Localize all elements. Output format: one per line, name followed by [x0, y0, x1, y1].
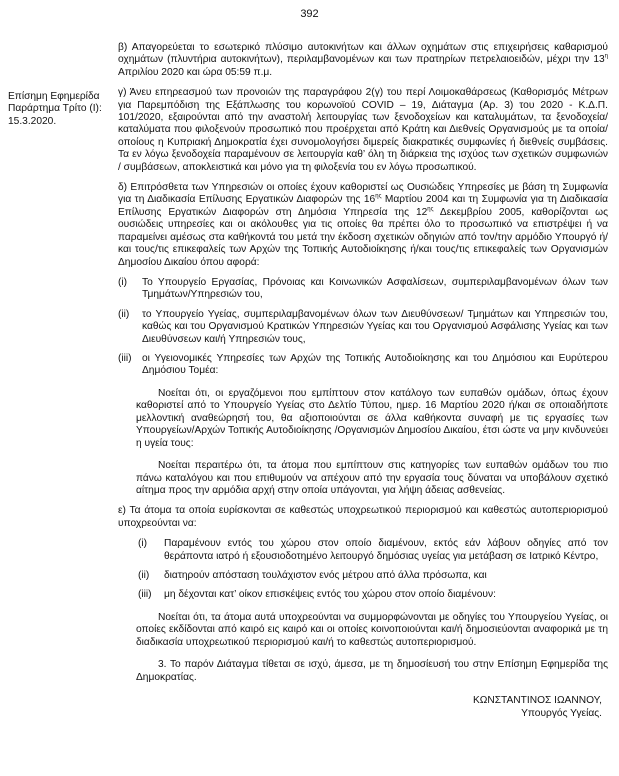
signatory-title: Υπουργός Υγείας. [521, 708, 602, 720]
proviso-note: Νοείται ότι, οι εργαζόμενοι που εμπίπτουν στον κατάλογο των ευπαθών ομάδων, όπως έχουν καθοριστεί από το Υπουργείο Υγείας στο Δελτίο Τύπου, ημερ. 16 Μαρτίου 2020 ή/και σε οποιαδήποτε μελλοντική αναθεώρησή του, θα αξιοποιούνται σε άλλα καθήκοντα συναφή με τις εργασίες των Υπουργείων/Αρχών Τοπικής Αυτοδιοίκησης /Οργανισμών Δημοσίου Δικαίου, έτσι ώστε να μην κινδυνεύει η υγεία τους: [136, 387, 608, 449]
proviso-note: Νοείται περαιτέρω ότι, τα άτομα που εμπίπτουν στις κατηγορίες των ευπαθών ομάδων του πιο πάνω καταλόγου και που επιθυμούν να απέχουν από την εργασία τους δύναται να υποβάλουν σχετικό αίτημα προς την αρμόδια αρχή στην οποία υπάγονται, για λήψη άδειας ασθενείας. [136, 460, 608, 496]
main-text [118, 42, 608, 720]
signature-block [118, 694, 602, 720]
paragraph-d: δ) Επιτρόσθετα των Υπηρεσιών οι οποίες έχουν καθοριστεί ως Ουσιώδεις Υπηρεσίες με βάση τη Συμφωνία για τη Διαδικασία Επίλυσης Εργατικών Διαφορών της $16^{\eta\varsigma}$ Μαρτίου 2004 και τη Συμφωνία για τη Διαδικασία Επίλυσης Εργατικών Διαφορών στη Δημόσια Υπηρεσία της $12^{\eta\varsigma}$ Δεκεμβρίου 2005, καθορίζονται ως ουσιώδεις υπηρεσίες και οι ακόλουθες για τις οποίες θα πρέπει όλο το προσωπικό να επιστρέψει ή να παραμείνει αμέσως στα καθήκοντά του μετά την έκδοση σχετικών οδηγιών από τον/την αρμόδιο Υπουργό ή/και τους/τις επικεφαλείς των Αρχών της Τοπικής Αυτοδιοίκησης ή/και τους/τις επικεφαλείς των Οργανισμών Δημοσίου Δικαίου όπου αφορά: [118, 182, 608, 268]
paragraph-3: 3. Το παρόν Διάταγμα τίθεται σε ισχύ, άμεσα, με τη δημοσίευσή του στην Επίσημη Εφημερίδα της Δημοκρατίας. [136, 659, 608, 683]
paragraph-c: γ) Άνευ επηρεασμού των προνοιών της παραγράφου 2(γ) του περί Λοιμοκαθάρσεως (Καθορισμός Μέτρων για Παρεμπόδιση της Εξάπλωσης του κορωνοϊού COVID – 19, Διάταγμα (Αρ. 3) του 2020 - Κ.Δ.Π. 101/2020, εξαιρούνται από την αναστολή λειτουργίας των ξενοδοχείων και καταλυμάτων, τα ξενοδοχεία/καταλύματα που φιλοξενούν προσωπικό που προέρχεται από Κράτη και Διεθνείς Οργανισμούς με τα οποία/οποίους η Κυπριακή Δημοκρατία έχει συνομολογήσει διμερείς διακρατικές συμφωνίες ή διεθνείς συμβάσεις. Τα εν λόγω ξενοδοχεία παραμένουν σε λειτουργία καθ’ όλη τη διάρκεια της ισχύος των σχετικών συμφωνιών / συμβάσεων, αποκλειστικά και μόνο για τη φιλοξενία του εν λόγω προσωπικού. [118, 87, 608, 173]
paragraph-b: β) Απαγορεύεται το εσωτερικό πλύσιμο αυτοκινήτων και άλλων οχημάτων στις επιχειρήσεις καθαρισμού οχημάτων (πλυντήρια αυτοκινήτων), περιλαμβανομένων και των πρατηρίων πετρελαιοειδών, μέχρι την $13^\eta$ Απριλίου 2020 και ώρα 05:59 π.μ. [118, 42, 608, 78]
paragraph-e: ε) Τα άτομα τα οποία ευρίσκονται σε καθεστώς υποχρεωτικού περιορισμού και καθεστώς αυτοπεριορισμού υποχρεούνται να: [118, 505, 608, 529]
page-number: 392 [300, 8, 319, 20]
list-item: (ii) διατηρούν απόσταση τουλάχιστον ενός μέτρου από άλλα πρόσωπα, και [138, 570, 487, 581]
proviso-note: Νοείται ότι, τα άτομα αυτά υποχρεούνται να συμμορφώνονται με οδηγίες του Υπουργείου Υγείας, οι οποίες εκδίδονται από καιρό εις καιρό και οι οποίες κοινοποιούνται και/ή δημοσιεύονται αναφορικά με τη διαδικασία υποχρεωτικού περιορισμού και/ή το καθεστώς αυτοπεριορισμού. [136, 612, 608, 648]
list-item: (ii) το Υπουργείο Υγείας, συμπεριλαμβανομένων όλων των Διευθύνσεων/ Τμημάτων και Υπηρεσιών του, καθώς και του Οργανισμού Κρατικών Υπηρεσιών Υγείας και του Οργανισμού Ασφάλισης Υγείας και των Διευθύνσεων και/ή Υπηρεσιών τους, [118, 308, 608, 345]
list-item: (i) Το Υπουργείο Εργασίας, Πρόνοιας και Κοινωνικών Ασφαλίσεων, συμπεριλαμβανομένων όλων των Τμημάτων/Υπηρεσιών του, [118, 276, 608, 301]
signatory-name: ΚΩΝΣΤΑΝΤΙΝΟΣ ΙΩΑΝΝΟΥ, [472, 695, 602, 707]
list-item: (iii) οι Υγειονομικές Υπηρεσίες των Αρχών της Τοπικής Αυτοδιοίκησης και του Δημόσιου και Ευρύτερου Δημόσιου Τομέα: [118, 352, 608, 377]
list-item: (iii) μη δέχονται κατ’ οίκον επισκέψεις εντός του χώρου στον οποίο διαμένουν: [138, 589, 496, 601]
list-item: (i) Παραμένουν εντός του χώρου στον οποίο διαμένουν, εκτός εάν λάβουν οδηγίες από τον θεράποντα ιατρό ή εξουσιοδοτημένο λειτουργό δημόσιας υγείας για μετάβαση σε Ιατρικό Κέντρο, [138, 538, 608, 562]
sidebar-gazette-note: Επίσημη Εφημερίδα Παράρτημα Τρίτο (Ι): 15.3.2020. [8, 91, 102, 127]
